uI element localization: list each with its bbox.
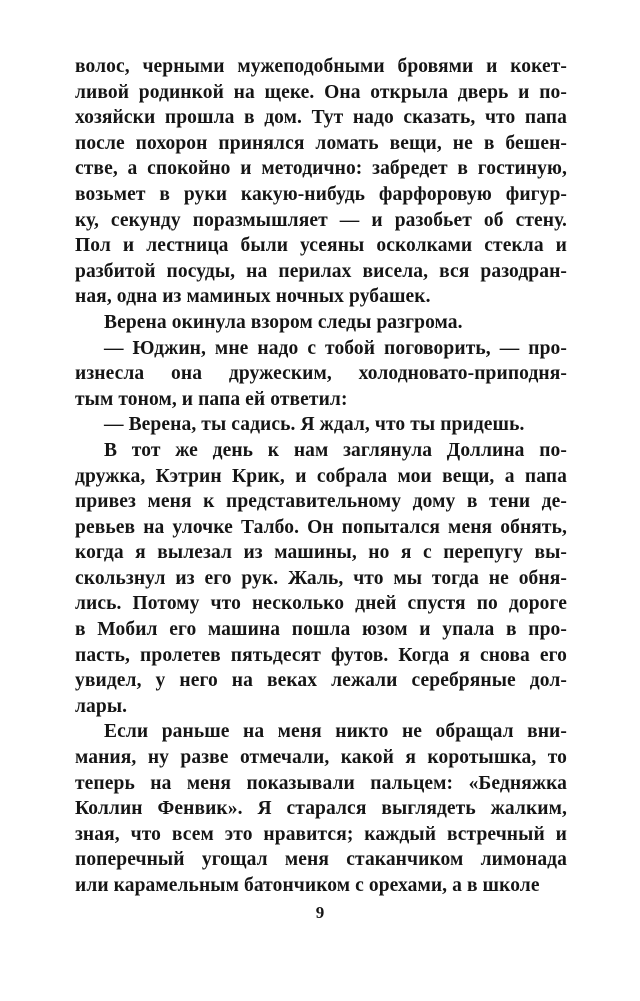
text-line: стве, а спокойно и методично: забредет в гостиную, <box>75 158 567 180</box>
text-line: возьмет в руки какую-нибудь фарфоровую фигур- <box>75 183 567 205</box>
text-line: пасть, пролетев пятьдесят футов. Когда я снова его <box>75 644 567 666</box>
text-line: Если раньше на меня никто не обращал вни- <box>104 721 567 743</box>
text-line: тым тоном, и папа ей ответил: <box>75 388 348 410</box>
text-line: волос, черными мужеподобными бровями и кокет- <box>75 56 567 77</box>
text-line: Коллин Фенвик». Я старался выглядеть жалким, <box>75 798 567 820</box>
text-line: разбитой посуды, на перилах висела, вся разодран- <box>75 260 567 282</box>
text-line: когда я вылезал из машины, но я с перепугу вы- <box>75 542 567 564</box>
text-line: мания, ну разве отмечали, какой я коротышка, то <box>75 747 567 769</box>
text-line: ку, секунду поразмышляет — и разобьет об стену. <box>75 209 567 231</box>
page-number: 9 <box>315 903 325 922</box>
text-line: В тот же день к нам заглянула Доллина по- <box>104 439 567 461</box>
text-line: поперечный угощал меня стаканчиком лимонада <box>75 849 567 871</box>
page-text <box>75 54 567 899</box>
text-line: — Верена, ты садись. Я ждал, что ты придешь. <box>104 414 525 436</box>
text-line: после похорон принялся ломать вещи, не в бешен- <box>75 132 567 154</box>
text-line: хозяйски прошла в дом. Тут надо сказать, что папа <box>75 107 567 129</box>
text-line: или карамельным батончиком с орехами, а в школе <box>75 875 540 896</box>
text-line: лись. Потому что несколько дней спустя по дороге <box>75 593 567 615</box>
text-line: ливой родинкой на щеке. Она открыла дверь и по- <box>75 81 567 103</box>
text-line: Верена окинула взором следы разгрома. <box>104 311 463 333</box>
text-line: Пол и лестница были усеяны осколками стекла и <box>75 235 567 257</box>
text-line: в Мобил его машина пошла юзом и упала в про- <box>75 619 567 641</box>
text-line: теперь на меня показывали пальцем: «Бедняжка <box>75 772 567 794</box>
text-line: зная, что всем это нравится; каждый встречный и <box>75 823 567 845</box>
text-line: дружка, Кэтрин Крик, и собрала мои вещи, а папа <box>75 465 567 487</box>
text-line: изнесла она дружеским, холодновато-приподня- <box>75 363 567 385</box>
text-line: лары. <box>75 695 128 717</box>
text-line: ревьев на улочке Талбо. Он попытался меня обнять, <box>75 516 567 538</box>
text-line: привез меня к представительному дому в тени де- <box>75 491 567 513</box>
text-line: скользнул из его рук. Жаль, что мы тогда не обня- <box>75 567 567 589</box>
text-line: увидел, у него на веках лежали серебряные дол- <box>75 670 567 692</box>
text-line: — Юджин, мне надо с тобой поговорить, — про- <box>104 337 567 359</box>
text-line: ная, одна из маминых ночных рубашек. <box>75 286 431 308</box>
